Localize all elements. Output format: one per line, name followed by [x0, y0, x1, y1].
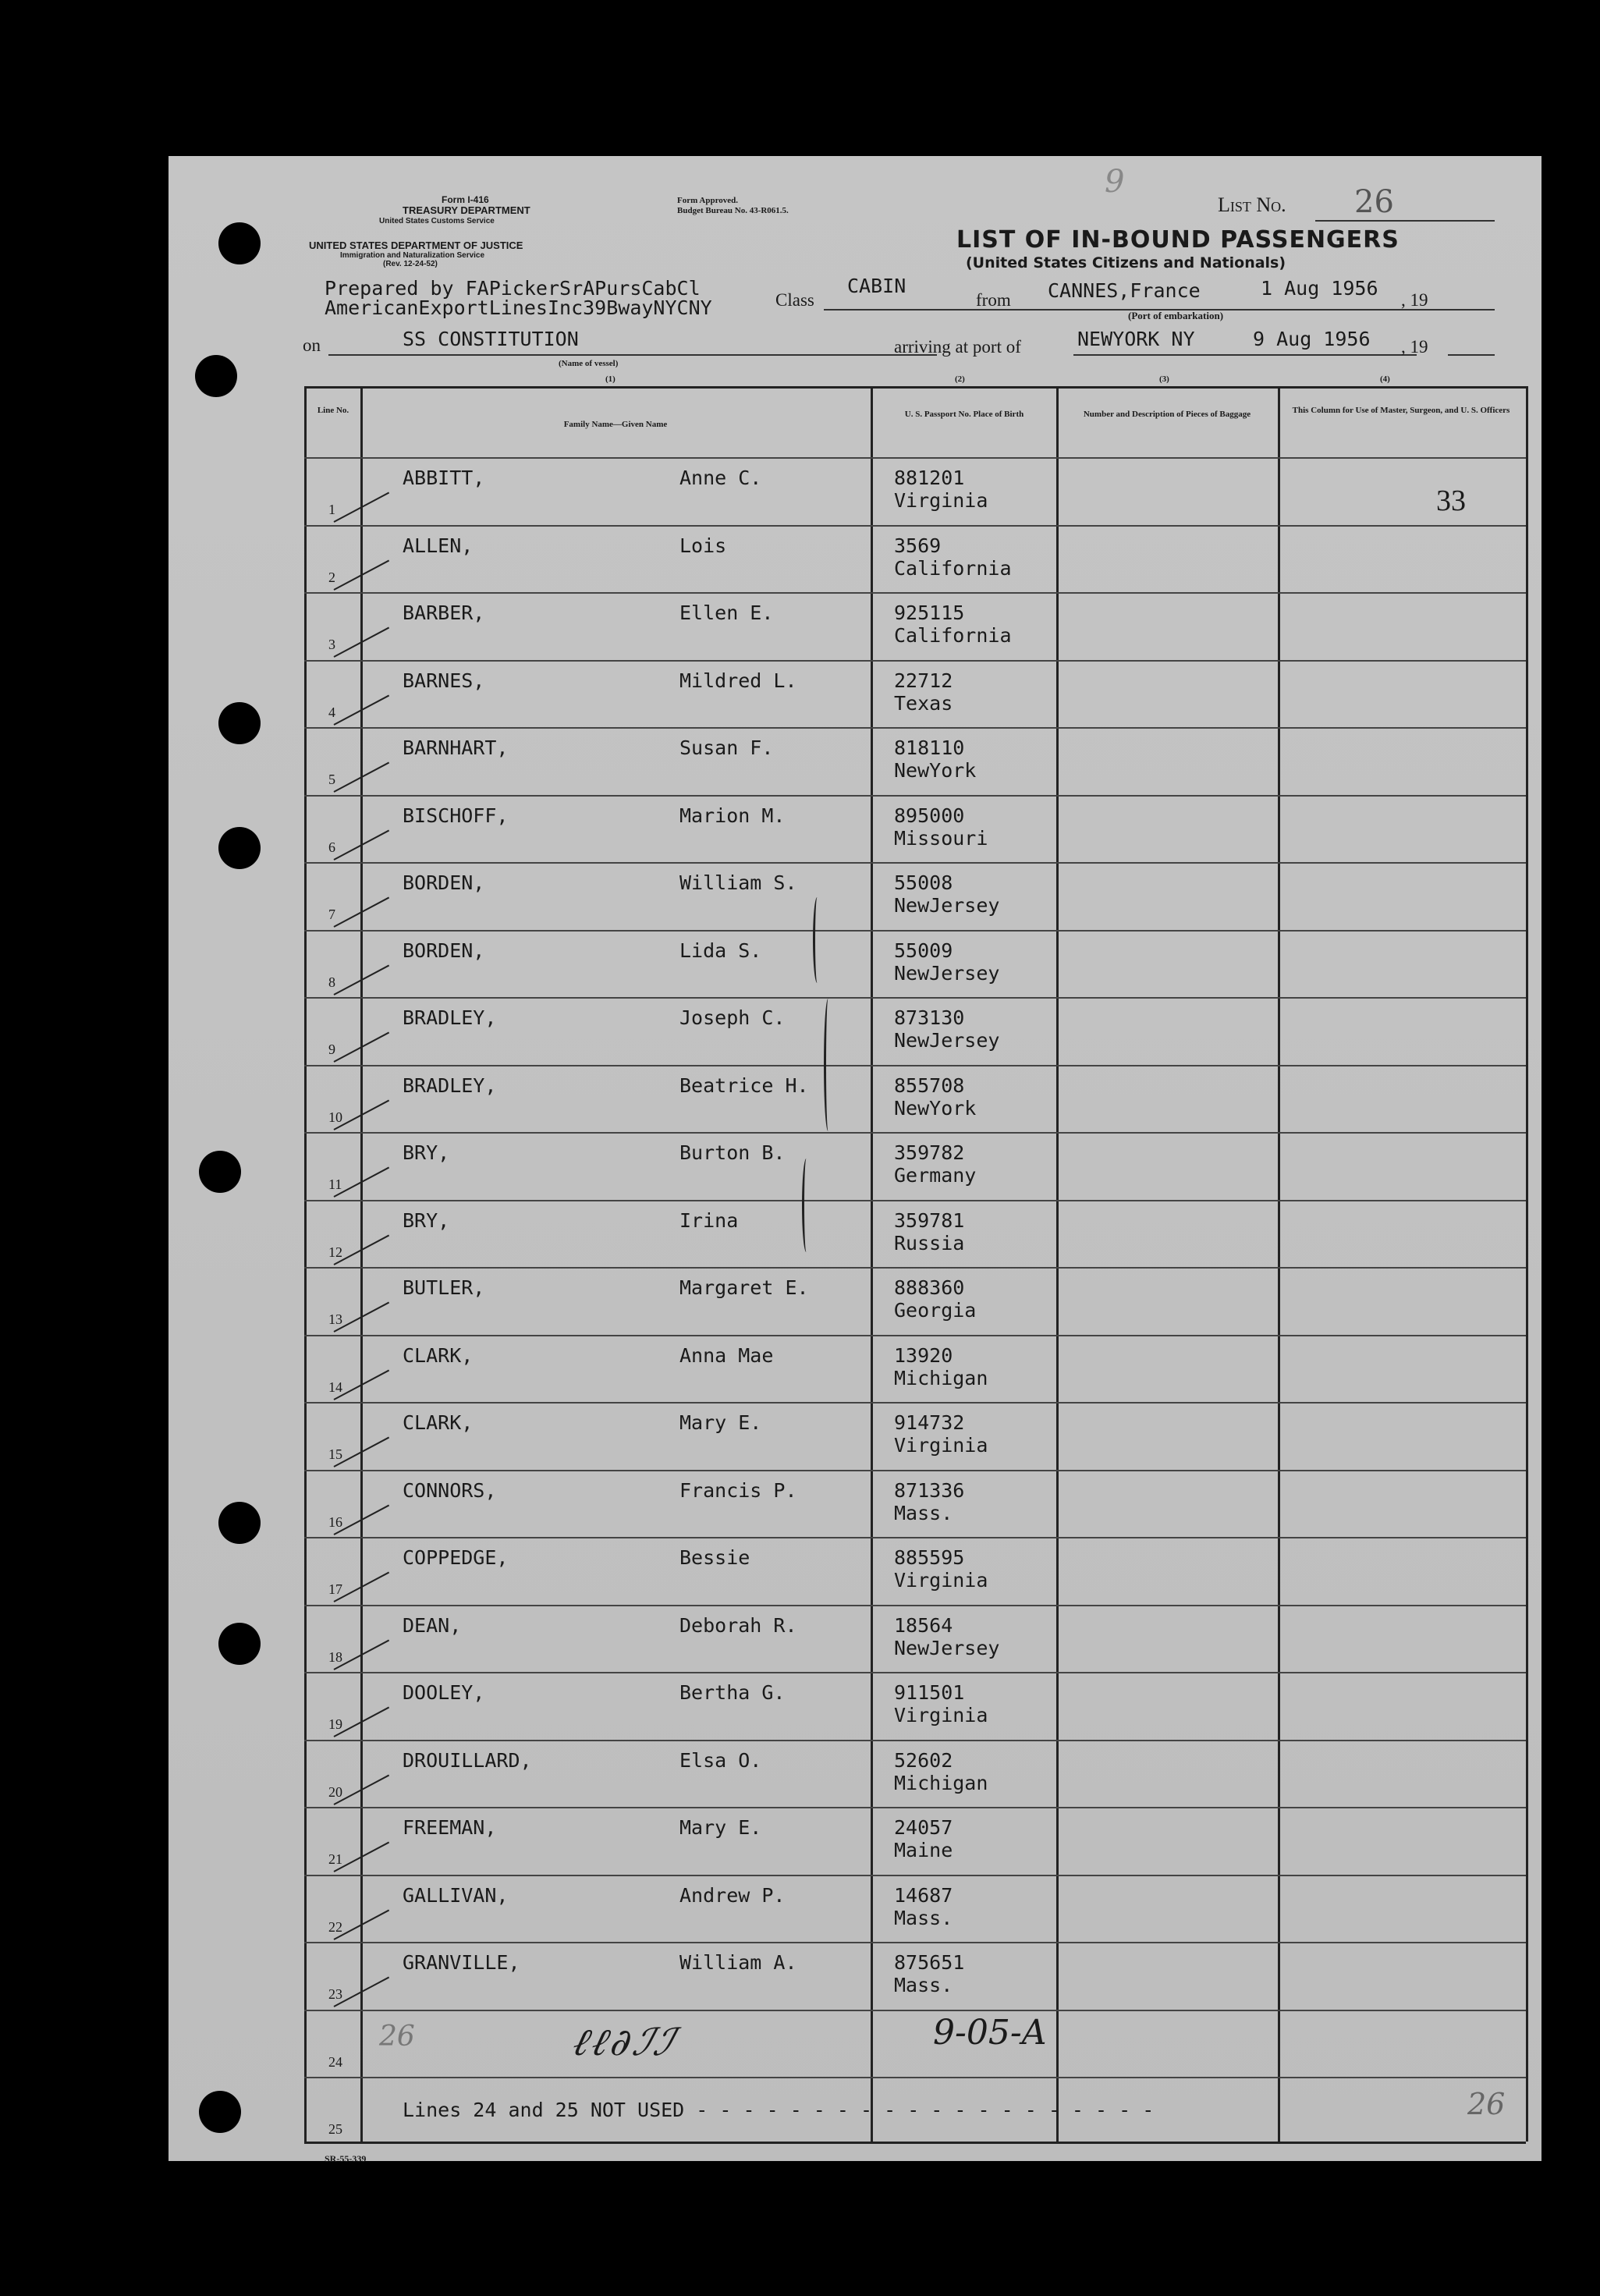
- row-given-name: Francis P.: [679, 1478, 797, 1502]
- row-given-name: Elsa O.: [679, 1748, 762, 1772]
- row-family-name: CLARK,: [403, 1343, 474, 1367]
- row-given-name: Lida S.: [679, 939, 762, 962]
- binder-hole: [218, 1502, 261, 1544]
- row-line-number: 15: [328, 1446, 342, 1462]
- row-given-name: William A.: [679, 1951, 797, 1974]
- col-1-number: (1): [605, 374, 616, 384]
- row-birthplace: Georgia: [894, 1299, 977, 1322]
- col-2-number: (2): [955, 374, 965, 384]
- treasury-dept: TREASURY DEPARTMENT: [403, 204, 530, 216]
- row-given-name: Anne C.: [679, 467, 762, 489]
- row-given-name: Joseph C.: [679, 1006, 786, 1029]
- row24-handwritten-a: 26: [379, 2021, 415, 2053]
- row-passport-no: 885595: [894, 1546, 965, 1569]
- col-header-name: Family Name—Given Name: [563, 420, 668, 429]
- row-birthplace: Maine: [894, 1839, 953, 1861]
- row-birthplace: Mass.: [894, 1974, 953, 1996]
- document-title: LIST OF IN-BOUND PASSENGERS: [956, 226, 1400, 254]
- row-given-name: Susan F.: [679, 736, 774, 759]
- row-given-name: Ellen E.: [679, 602, 774, 624]
- row-line-number: 17: [328, 1581, 342, 1597]
- binder-hole: [199, 1151, 241, 1193]
- row-line-number: 1: [328, 502, 335, 517]
- row-family-name: BRY,: [403, 1208, 450, 1232]
- row-birthplace: Virginia: [894, 1704, 988, 1726]
- list-no-label: List No.: [1218, 193, 1286, 216]
- row-birthplace: California: [894, 624, 1012, 647]
- row-family-name: CONNORS,: [403, 1478, 497, 1502]
- row-birthplace: Texas: [894, 691, 953, 715]
- row-family-name: BRY,: [403, 1141, 450, 1164]
- prepared-by-2: AmericanExportLinesInc39BwayNYCNY: [325, 296, 712, 319]
- row-line-number: 8: [328, 974, 335, 990]
- row-passport-no: 22712: [894, 669, 953, 692]
- row-passport-no: 55008: [894, 871, 953, 894]
- col-header-line-no: Line No.: [317, 406, 349, 415]
- row-given-name: Margaret E.: [679, 1276, 809, 1299]
- row-line-number: 3: [328, 637, 335, 652]
- row-birthplace: Missouri: [894, 826, 988, 850]
- table-row-divider: [304, 1132, 1526, 1134]
- binder-hole: [218, 222, 261, 264]
- row-given-name: Beatrice H.: [679, 1073, 809, 1097]
- table-row-divider: [304, 1402, 1526, 1404]
- row-birthplace: Germany: [894, 1164, 977, 1187]
- table-row-divider: [304, 930, 1526, 932]
- row-given-name: Deborah R.: [679, 1613, 797, 1637]
- year-suffix: , 19: [1401, 290, 1428, 310]
- row-family-name: BARNES,: [403, 669, 485, 692]
- row-family-name: CLARK,: [403, 1411, 474, 1434]
- row-passport-no: 3569: [894, 534, 942, 557]
- row-line-number: 12: [328, 1244, 342, 1260]
- row-given-name: Mary E.: [679, 1816, 762, 1839]
- row-family-name: FREEMAN,: [403, 1816, 497, 1839]
- table-row-divider: [304, 2077, 1526, 2078]
- row-line-number: 5: [328, 772, 335, 787]
- row-passport-no: 881201: [894, 467, 965, 489]
- doj: UNITED STATES DEPARTMENT OF JUSTICE: [309, 240, 523, 251]
- manifest-page: [169, 156, 1541, 2164]
- bracket-mark: [824, 999, 832, 1131]
- row-family-name: ALLEN,: [403, 534, 474, 557]
- row-passport-no: 18564: [894, 1613, 953, 1637]
- customs-service: United States Customs Service: [379, 217, 495, 225]
- row-given-name: Bessie: [679, 1546, 750, 1569]
- table-row-divider: [304, 1605, 1526, 1606]
- row-family-name: BRADLEY,: [403, 1073, 497, 1097]
- row-family-name: BUTLER,: [403, 1276, 485, 1299]
- table-row-divider: [304, 525, 1526, 527]
- row-line-number: 14: [328, 1379, 342, 1395]
- row-line-number: 16: [328, 1514, 342, 1530]
- row-line-number: 20: [328, 1783, 342, 1800]
- row-line-number: 23: [328, 1986, 342, 2002]
- budget-bureau: Budget Bureau No. 43-R061.5.: [677, 206, 789, 215]
- table-row-divider: [304, 1807, 1526, 1808]
- row-line-number: 25: [328, 2121, 342, 2137]
- table-row-divider: [304, 660, 1526, 662]
- row-given-name: Andrew P.: [679, 1883, 786, 1907]
- row-given-name: Marion M.: [679, 804, 786, 827]
- row-passport-no: 871336: [894, 1478, 965, 1502]
- row-line-number: 19: [328, 1716, 342, 1732]
- bracket-mark: [813, 897, 821, 983]
- table-row-divider: [304, 592, 1526, 594]
- table-row-divider: [304, 457, 1526, 459]
- row-family-name: DEAN,: [403, 1613, 462, 1637]
- row-passport-no: 873130: [894, 1006, 965, 1029]
- row-passport-no: 914732: [894, 1411, 965, 1434]
- row-passport-no: 13920: [894, 1343, 953, 1367]
- row-given-name: Mildred L.: [679, 669, 797, 692]
- row-birthplace: Russia: [894, 1231, 965, 1254]
- col-4-number: (4): [1380, 374, 1390, 384]
- footer-note: Lines 24 and 25 NOT USED - - - - - - - - - - - - - - - - - - - -: [403, 2099, 1155, 2121]
- row-passport-no: 895000: [894, 804, 965, 827]
- row-given-name: Mary E.: [679, 1411, 762, 1434]
- row-line-number: 11: [328, 1176, 342, 1192]
- row-line-number: 6: [328, 839, 335, 855]
- row-line-number: 9: [328, 1042, 335, 1057]
- table-row-divider: [304, 2010, 1526, 2011]
- port-of-embarkation-note: (Port of embarkation): [1128, 310, 1224, 321]
- row1-count: 33: [1436, 484, 1466, 517]
- row-family-name: BARNHART,: [403, 736, 509, 759]
- table-row-divider: [304, 1537, 1526, 1538]
- row24-handwritten-b: 9-05-A: [933, 2013, 1047, 2053]
- row-birthplace: NewJersey: [894, 961, 1000, 985]
- row-passport-no: 359781: [894, 1208, 965, 1232]
- row24-scribble: ℓℓ∂ℐℐ: [568, 2021, 682, 2064]
- bracket-mark: [802, 1159, 811, 1252]
- row-line-number: 22: [328, 1918, 342, 1935]
- from-port: CANNES,France: [1048, 279, 1201, 302]
- row-family-name: BARBER,: [403, 602, 485, 624]
- binder-hole: [195, 355, 237, 397]
- row-birthplace: Virginia: [894, 489, 988, 512]
- row-given-name: Burton B.: [679, 1141, 786, 1164]
- row-line-number: 10: [328, 1109, 342, 1125]
- col-header-baggage: Number and Description of Pieces of Baggage: [1083, 410, 1251, 419]
- table-row-divider: [304, 862, 1526, 864]
- row-birthplace: Michigan: [894, 1366, 988, 1389]
- row-birthplace: Mass.: [894, 1906, 953, 1929]
- row-line-number: 24: [328, 2053, 342, 2070]
- table-row-divider: [304, 1200, 1526, 1201]
- row-family-name: GALLIVAN,: [403, 1883, 509, 1907]
- row-family-name: GRANVILLE,: [403, 1951, 520, 1974]
- row-passport-no: 55009: [894, 939, 953, 962]
- row-passport-no: 925115: [894, 602, 965, 624]
- row-passport-no: 818110: [894, 736, 965, 759]
- row-given-name: Lois: [679, 534, 727, 557]
- row-birthplace: Virginia: [894, 1434, 988, 1457]
- row-family-name: BISCHOFF,: [403, 804, 509, 827]
- row-family-name: COPPEDGE,: [403, 1546, 509, 1569]
- on-label: on: [303, 335, 321, 355]
- row-passport-no: 359782: [894, 1141, 965, 1164]
- row-birthplace: NewJersey: [894, 894, 1000, 917]
- row-passport-no: 855708: [894, 1073, 965, 1097]
- table-row-divider: [304, 997, 1526, 999]
- revision: (Rev. 12-24-52): [383, 260, 438, 268]
- row-birthplace: Virginia: [894, 1569, 988, 1592]
- row-family-name: DOOLEY,: [403, 1681, 485, 1704]
- table-row-divider: [304, 1942, 1526, 1943]
- arriving-label: arriving at port of: [894, 337, 1021, 357]
- vessel-note: (Name of vessel): [559, 359, 619, 368]
- col-header-passport: U. S. Passport No. Place of Birth: [904, 410, 1024, 419]
- top-mark: 9: [1105, 164, 1125, 200]
- row-birthplace: NewJersey: [894, 1029, 1000, 1052]
- corner-number: 26: [1467, 2087, 1506, 2121]
- row-family-name: BORDEN,: [403, 871, 485, 894]
- row-given-name: Bertha G.: [679, 1681, 786, 1704]
- row-line-number: 4: [328, 704, 335, 720]
- table-row-divider: [304, 1470, 1526, 1471]
- row-passport-no: 24057: [894, 1816, 953, 1839]
- class-label: Class: [775, 290, 814, 310]
- row-passport-no: 888360: [894, 1276, 965, 1299]
- row-family-name: BRADLEY,: [403, 1006, 497, 1029]
- binder-hole: [199, 2091, 241, 2133]
- row-passport-no: 911501: [894, 1681, 965, 1704]
- arrival-date: 9 Aug 1956: [1253, 328, 1371, 350]
- col-3-number: (3): [1159, 374, 1169, 384]
- table-row-divider: [304, 1740, 1526, 1741]
- vessel-name: SS CONSTITUTION: [403, 328, 579, 350]
- ins: Immigration and Naturalization Service: [340, 251, 485, 260]
- row-birthplace: Mass.: [894, 1501, 953, 1524]
- year-suffix-2: , 19: [1401, 337, 1428, 357]
- from-label: from: [976, 290, 1011, 310]
- embark-date: 1 Aug 1956: [1261, 277, 1378, 300]
- row-birthplace: Michigan: [894, 1771, 988, 1794]
- row-birthplace: NewYork: [894, 759, 977, 782]
- row-birthplace: NewJersey: [894, 1636, 1000, 1659]
- binder-hole: [218, 702, 261, 744]
- row-given-name: Irina: [679, 1208, 739, 1232]
- table-row-divider: [304, 1065, 1526, 1066]
- table-row-divider: [304, 1875, 1526, 1876]
- form-code: SR-55-339: [325, 2153, 367, 2164]
- row-line-number: 7: [328, 907, 335, 922]
- row-line-number: 21: [328, 1851, 342, 1867]
- list-number: 26: [1354, 184, 1394, 220]
- row-passport-no: 14687: [894, 1883, 953, 1907]
- row-passport-no: 875651: [894, 1951, 965, 1974]
- arrival-port: NEWYORK NY: [1077, 328, 1195, 350]
- row-family-name: ABBITT,: [403, 467, 485, 489]
- form-number: Form I-416: [442, 194, 489, 205]
- row-birthplace: NewYork: [894, 1096, 977, 1120]
- prepared-by: Prepared by FAPickerSrAPursCabCl: [325, 277, 701, 300]
- document-subtitle: (United States Citizens and Nationals): [966, 254, 1286, 271]
- row-line-number: 2: [328, 569, 335, 585]
- row-given-name: Anna Mae: [679, 1343, 774, 1367]
- row-passport-no: 52602: [894, 1748, 953, 1772]
- table-row-divider: [304, 795, 1526, 797]
- table-row-divider: [304, 727, 1526, 729]
- row-birthplace: California: [894, 556, 1012, 580]
- class-value: CABIN: [847, 275, 906, 297]
- binder-hole: [218, 1623, 261, 1665]
- table-row-divider: [304, 1672, 1526, 1673]
- form-approved: Form Approved.: [677, 196, 739, 205]
- table-row-divider: [304, 1335, 1526, 1336]
- row-family-name: DROUILLARD,: [403, 1748, 532, 1772]
- table-row-divider: [304, 1267, 1526, 1269]
- binder-hole: [218, 827, 261, 869]
- row-given-name: William S.: [679, 871, 797, 894]
- row-family-name: BORDEN,: [403, 939, 485, 962]
- col-header-officers: This Column for Use of Master, Surgeon, and U. S. Officers: [1292, 406, 1510, 415]
- row-line-number: 18: [328, 1648, 342, 1665]
- row-line-number: 13: [328, 1311, 342, 1327]
